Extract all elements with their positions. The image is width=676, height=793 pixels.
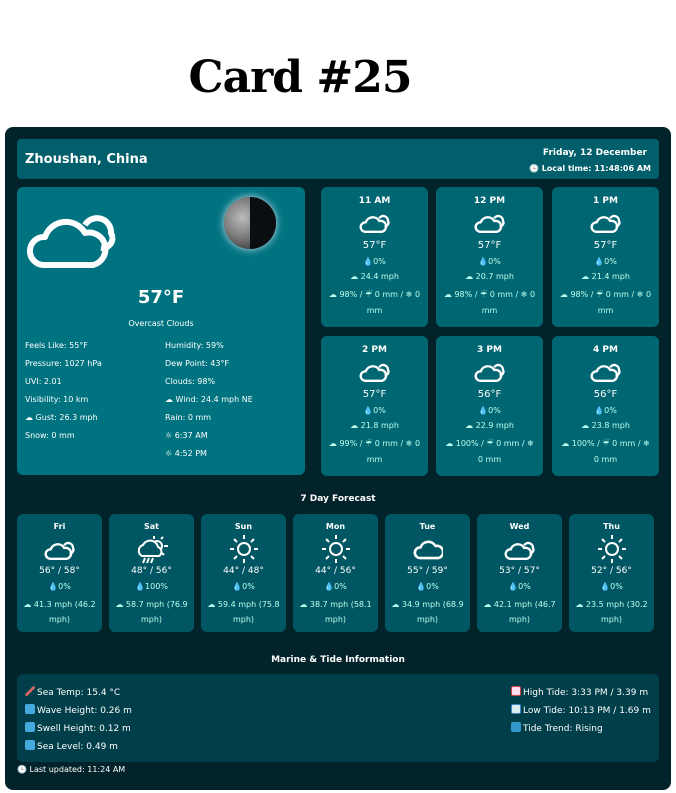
- pop-value: 100%: [145, 582, 168, 591]
- sea-level: Sea Level: 0.49 m: [25, 740, 118, 752]
- marine-panel: [17, 674, 659, 762]
- header: [17, 139, 659, 179]
- low-tide: Low Tide: 10:13 PM / 1.69 m: [511, 704, 651, 716]
- wind-value: 59.4 mph (75.8 mph): [217, 600, 280, 624]
- clouds-value: 99% /: [339, 439, 366, 448]
- sun-icon: [229, 534, 259, 564]
- detail-value: Pressure: 1027 hPa: [25, 359, 102, 368]
- hour-time: 2 PM: [362, 345, 387, 355]
- current-temp: 57°F: [137, 287, 185, 308]
- detail-value: Rain: 0 mm: [165, 413, 212, 422]
- hour-temp: 57°F: [362, 389, 387, 400]
- drop-icon: 💧: [324, 582, 335, 591]
- hour-temp: 56°F: [593, 389, 618, 400]
- precip-chance: [109, 582, 194, 591]
- clouds-icon: [359, 210, 391, 234]
- day-temp: 56° / 58°: [39, 566, 80, 576]
- hour-temp: 57°F: [362, 240, 387, 251]
- wind-icon: ☁: [350, 421, 361, 430]
- pop-value: 0%: [373, 406, 386, 415]
- drop-icon: 💧: [363, 257, 374, 266]
- clouds-icon-wrap: [436, 206, 543, 236]
- rain-value: 0 mm /: [374, 290, 406, 299]
- wind-speed: [109, 597, 194, 627]
- wind-icon: ☁: [115, 600, 126, 609]
- detail-item: [165, 449, 207, 458]
- snow-value: 0 mm: [597, 290, 652, 315]
- wind-gust-icon: ☁: [25, 413, 36, 422]
- clock-icon: 🕒: [17, 765, 30, 774]
- detail-item: [25, 341, 88, 350]
- hour-time: 4 PM: [593, 345, 618, 355]
- wind-value: 21.8 mph: [360, 421, 399, 430]
- rain-value: 0 mm /: [374, 439, 406, 448]
- day-temp: 44° / 56°: [315, 566, 356, 576]
- rain-icon: ☔: [480, 290, 490, 299]
- drop-icon: 💧: [135, 582, 146, 591]
- detail-item: [165, 413, 211, 422]
- sun-icon-wrap: [293, 534, 378, 564]
- drop-icon: 💧: [48, 582, 59, 591]
- pop-value: 0%: [58, 582, 71, 591]
- detail-value: Snow: 0 mm: [25, 431, 75, 440]
- wind-value: 58.7 mph (76.9 mph): [125, 600, 188, 624]
- rain-value: 0 mm /: [496, 439, 528, 448]
- clouds-icon: [590, 210, 622, 234]
- detail-item: [165, 341, 224, 350]
- pop-value: 0%: [488, 257, 501, 266]
- detail-value: Feels Like: 55°F: [25, 341, 88, 350]
- chart-up-icon: [511, 686, 521, 696]
- marine-title: Marine & Tide Information: [271, 655, 405, 665]
- precip-chance: [321, 257, 428, 266]
- precip-chance: [385, 582, 470, 591]
- snow-value: 0 mm: [481, 290, 536, 315]
- sunset-icon: ☼: [165, 449, 175, 458]
- detail-item: [25, 413, 98, 422]
- cloud-icon: [413, 537, 443, 561]
- pop-value: 0%: [610, 582, 623, 591]
- hour-time: 1 PM: [593, 196, 618, 206]
- detail-value: Visibility: 10 km: [25, 395, 89, 404]
- high-tide: High Tide: 3:33 PM / 3.39 m: [511, 686, 648, 698]
- drop-icon: 💧: [416, 582, 427, 591]
- precip-chance: [321, 406, 428, 415]
- clouds-value: 100% /: [571, 439, 603, 448]
- wind-icon: ☁: [575, 600, 586, 609]
- wind-value: 21.4 mph: [591, 272, 630, 281]
- snow-icon: ❄: [643, 439, 650, 448]
- detail-item: [25, 377, 62, 386]
- precip-chance: [569, 582, 654, 591]
- detail-item: [25, 359, 102, 368]
- hour-time: 3 PM: [477, 345, 502, 355]
- drop-icon: 💧: [600, 582, 611, 591]
- sun-icon: [321, 534, 351, 564]
- wind-value: 24.4 mph: [360, 272, 399, 281]
- wind-icon: ☁: [581, 421, 592, 430]
- weather-description: Overcast Clouds: [128, 319, 194, 328]
- snow-value: 0 mm: [366, 439, 421, 464]
- cloud-icon: ☁: [559, 290, 571, 299]
- wave-height: Wave Height: 0.26 m: [25, 704, 132, 716]
- detail-value: UVI: 2.01: [25, 377, 62, 386]
- detail-value: Gust: 26.3 mph: [35, 413, 98, 422]
- drop-icon: 💧: [478, 257, 489, 266]
- detail-item: [25, 431, 75, 440]
- clouds-icon-wrap: [477, 534, 562, 564]
- wind-value: 23.8 mph: [591, 421, 630, 430]
- wind-value: 23.5 mph (30.2 mph): [585, 600, 648, 624]
- local-time: 🕒 Local time: 11:48:06 AM: [528, 164, 651, 173]
- daily-card: [109, 514, 194, 632]
- sea-temp: Sea Temp: 15.4 °C: [25, 686, 120, 698]
- pop-value: 0%: [334, 582, 347, 591]
- precip-chance: [552, 406, 659, 415]
- drop-icon: 💧: [594, 406, 605, 415]
- day-name: Sat: [144, 522, 159, 531]
- hour-temp: 57°F: [477, 240, 502, 251]
- pop-value: 0%: [604, 257, 617, 266]
- snow-value: 0 mm: [477, 455, 502, 464]
- hourly-card: [436, 187, 543, 327]
- day-name: Mon: [325, 522, 346, 531]
- daily-card: [293, 514, 378, 632]
- day-temp: 53° / 57°: [499, 566, 540, 576]
- wind-icon: ☁: [23, 600, 34, 609]
- clouds-icon: [474, 359, 506, 383]
- date: Friday, 12 December: [542, 148, 647, 158]
- detail-value: 6:37 AM: [174, 431, 208, 440]
- precip-chance: [436, 406, 543, 415]
- detail-value: Humidity: 59%: [165, 341, 224, 350]
- cloud-icon: ☁: [443, 290, 455, 299]
- cloud-icon: ☁: [445, 439, 456, 448]
- clouds-value: 98% /: [339, 290, 366, 299]
- detail-item: [165, 377, 215, 386]
- rain-icon: ☔: [602, 439, 613, 448]
- cloud-rain-snow: [436, 287, 543, 319]
- clouds-icon-wrap: [552, 206, 659, 236]
- drop-icon: 💧: [363, 406, 374, 415]
- detail-item: [165, 431, 208, 440]
- refresh-icon: [511, 722, 521, 732]
- pop-value: 0%: [426, 582, 439, 591]
- detail-value: 4:52 PM: [174, 449, 207, 458]
- snow-icon: ❄: [520, 290, 530, 299]
- detail-item: [165, 395, 253, 404]
- snow-icon: ❄: [636, 290, 646, 299]
- clouds-icon: [359, 359, 391, 383]
- rain-value: 0 mm /: [612, 439, 644, 448]
- precip-chance: [17, 582, 102, 591]
- hourly-card: [552, 187, 659, 327]
- clouds-icon-wrap: [17, 534, 102, 564]
- clouds-icon: [504, 537, 536, 561]
- wind-speed: [321, 421, 428, 430]
- wave-icon: [25, 704, 35, 714]
- wind-speed: [201, 597, 286, 627]
- wind-speed: [436, 421, 543, 430]
- precip-chance: [552, 257, 659, 266]
- weather-card: [5, 127, 671, 790]
- drop-icon: 💧: [594, 257, 605, 266]
- precip-chance: [293, 582, 378, 591]
- pop-value: 0%: [518, 582, 531, 591]
- daily-card: [201, 514, 286, 632]
- snow-value: 0 mm: [366, 290, 421, 315]
- hourly-card: [552, 336, 659, 476]
- daily-title: 7 Day Forecast: [300, 494, 376, 504]
- wind-icon: ☁: [165, 395, 176, 404]
- chart-down-icon: [511, 704, 521, 714]
- pop-value: 0%: [604, 406, 617, 415]
- clouds-value: 100% /: [455, 439, 487, 448]
- last-updated: 🕒 Last updated: 11:24 AM: [17, 765, 126, 774]
- wind-icon: ☁: [391, 600, 402, 609]
- wind-icon: ☁: [483, 600, 494, 609]
- detail-value: Dew Point: 43°F: [165, 359, 230, 368]
- day-name: Thu: [603, 522, 620, 531]
- cloud-rain-snow: [552, 287, 659, 319]
- wind-speed: [436, 272, 543, 281]
- wind-value: 22.9 mph: [475, 421, 514, 430]
- wind-value: 20.7 mph: [475, 272, 514, 281]
- detail-value: Wind: 24.4 mph NE: [175, 395, 253, 404]
- cloud-rain-snow: [321, 287, 428, 319]
- cloud-icon: ☁: [328, 439, 340, 448]
- pop-value: 0%: [373, 257, 386, 266]
- hour-temp: 57°F: [593, 240, 618, 251]
- clouds-icon: [44, 537, 76, 561]
- daily-card: [17, 514, 102, 632]
- hourly-card: [321, 336, 428, 476]
- clouds-value: 98% /: [454, 290, 481, 299]
- day-temp: 48° / 56°: [131, 566, 172, 576]
- day-name: Wed: [509, 522, 530, 531]
- wind-value: 34.9 mph (68.9 mph): [401, 600, 464, 624]
- daily-card: [385, 514, 470, 632]
- wind-speed: [385, 597, 470, 627]
- day-temp: 52° / 56°: [591, 566, 632, 576]
- moon-phase-icon: [224, 197, 276, 249]
- wind-icon: ☁: [581, 272, 592, 281]
- clouds-icon: [25, 201, 120, 271]
- detail-item: [165, 359, 229, 368]
- rain-icon-wrap: [109, 534, 194, 564]
- drop-icon: 💧: [508, 582, 519, 591]
- clouds-icon-wrap: [321, 206, 428, 236]
- clouds-value: 98% /: [570, 290, 597, 299]
- day-name: Tue: [419, 522, 436, 531]
- thermometer-icon: [25, 686, 35, 696]
- clock-icon: 🕒: [528, 164, 542, 173]
- tide-trend: Tide Trend: Rising: [511, 722, 603, 734]
- cloud-rain-snow: [321, 436, 428, 468]
- precip-chance: [436, 257, 543, 266]
- sun-icon: [597, 534, 627, 564]
- clouds-icon-wrap: [321, 355, 428, 385]
- wind-speed: [17, 597, 102, 627]
- rain-value: 0 mm /: [489, 290, 521, 299]
- snow-value: 0 mm: [593, 455, 618, 464]
- clouds-icon: [474, 210, 506, 234]
- rain-icon: ☔: [365, 290, 375, 299]
- wind-icon: ☁: [350, 272, 361, 281]
- pop-value: 0%: [242, 582, 255, 591]
- clouds-icon-wrap: [552, 355, 659, 385]
- clouds-icon-wrap: [436, 355, 543, 385]
- wind-speed: [477, 597, 562, 627]
- day-name: Fri: [53, 522, 66, 531]
- page-title: Card #25: [188, 52, 412, 103]
- wind-speed: [293, 597, 378, 627]
- sun-icon-wrap: [201, 534, 286, 564]
- sun-icon-wrap: [569, 534, 654, 564]
- hour-time: 12 PM: [473, 196, 506, 206]
- wind-value: 41.3 mph (46.2 mph): [33, 600, 96, 624]
- wind-icon: ☁: [465, 272, 476, 281]
- wave-icon: [25, 740, 35, 750]
- snow-icon: ❄: [405, 290, 415, 299]
- snow-icon: ❄: [405, 439, 415, 448]
- hour-time: 11 AM: [358, 196, 391, 206]
- wind-icon: ☁: [207, 600, 218, 609]
- hourly-card: [436, 336, 543, 476]
- rain-icon: [134, 534, 170, 564]
- wind-speed: [552, 421, 659, 430]
- snow-icon: ❄: [527, 439, 534, 448]
- city-name: Zhoushan, China: [25, 152, 148, 167]
- hour-temp: 56°F: [477, 389, 502, 400]
- pop-value: 0%: [488, 406, 501, 415]
- wind-icon: ☁: [465, 421, 476, 430]
- drop-icon: 💧: [478, 406, 489, 415]
- day-temp: 44° / 48°: [223, 566, 264, 576]
- wave-icon: [25, 722, 35, 732]
- rain-value: 0 mm /: [605, 290, 637, 299]
- daily-card: [569, 514, 654, 632]
- daily-card: [477, 514, 562, 632]
- wind-icon: ☁: [299, 600, 310, 609]
- swell-height: Swell Height: 0.12 m: [25, 722, 131, 734]
- current-weather: [17, 187, 305, 475]
- clouds-icon: [590, 359, 622, 383]
- cloud-icon: ☁: [328, 290, 340, 299]
- cloud-rain-snow: [552, 436, 659, 468]
- wind-speed: [569, 597, 654, 627]
- cloud-rain-snow: [436, 436, 543, 468]
- wind-speed: [552, 272, 659, 281]
- hourly-card: [321, 187, 428, 327]
- cloud-icon: ☁: [561, 439, 572, 448]
- cloud-icon-wrap: [385, 534, 470, 564]
- drop-icon: 💧: [232, 582, 243, 591]
- day-temp: 55° / 59°: [407, 566, 448, 576]
- rain-icon: ☔: [596, 290, 606, 299]
- detail-item: [25, 395, 88, 404]
- precip-chance: [477, 582, 562, 591]
- wind-value: 38.7 mph (58.1 mph): [309, 600, 372, 624]
- day-name: Sun: [234, 522, 253, 531]
- detail-value: Clouds: 98%: [165, 377, 216, 386]
- wind-value: 42.1 mph (46.7 mph): [493, 600, 556, 624]
- sunrise-icon: ☼: [165, 431, 175, 440]
- rain-icon: ☔: [486, 439, 497, 448]
- wind-speed: [321, 272, 428, 281]
- rain-icon: ☔: [365, 439, 375, 448]
- precip-chance: [201, 582, 286, 591]
